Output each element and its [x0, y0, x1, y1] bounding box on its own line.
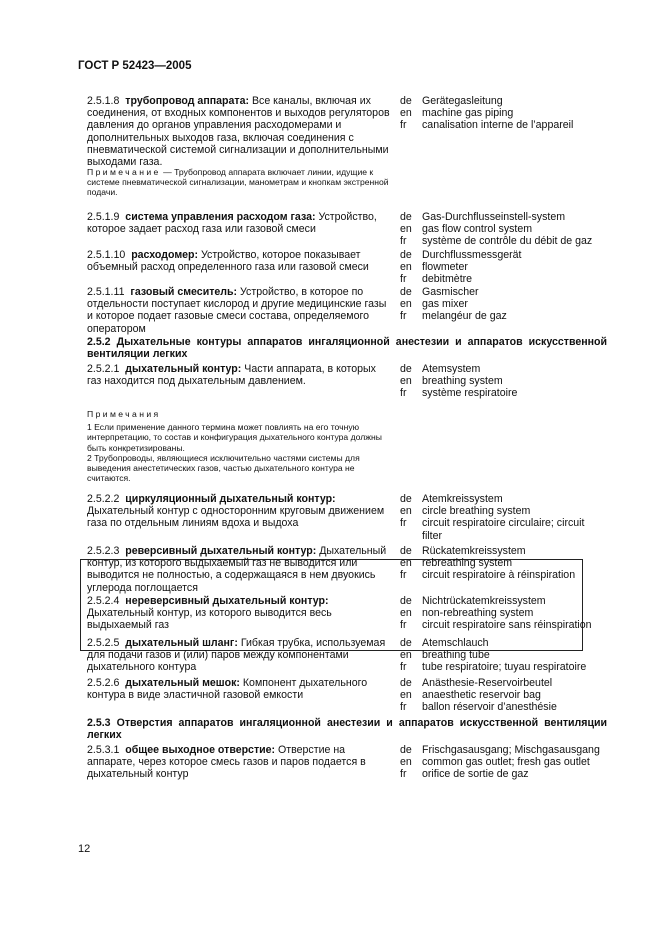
- document-header: ГОСТ Р 52423—2005: [78, 60, 192, 72]
- translation-fr: debitmètre: [422, 273, 473, 286]
- term-entry: [87, 363, 607, 405]
- translation-en: common gas outlet; fresh gas outlet: [422, 756, 590, 769]
- translation-en: breathing tube: [422, 649, 490, 662]
- term-number: 2.5.2.2: [87, 493, 120, 505]
- translation-fr: circuit respiratoire circulaire; circuit filter: [422, 517, 585, 542]
- translation-de: Atemsystem: [422, 363, 481, 375]
- lang-code: fr: [400, 235, 407, 248]
- note-label: Примечания: [87, 409, 161, 419]
- term-name: расходомер:: [131, 249, 199, 261]
- lang-code: fr: [400, 517, 407, 530]
- lang-code: de: [400, 249, 412, 261]
- translation-fr: circuit respiratoire sans réinspiration: [422, 619, 592, 632]
- document-body: [87, 95, 607, 794]
- translation-fr: canalisation interne de l’appareil: [422, 119, 574, 132]
- term-number: 2.5.2.1: [87, 363, 120, 375]
- lang-code: de: [400, 744, 412, 756]
- term-entry: [87, 211, 607, 249]
- translation-en: non-rebreathing system: [422, 607, 534, 620]
- translations: [400, 595, 605, 632]
- note-item: 2 Трубопроводы, являющиеся исключительно частями системы для выведения анестетических газов, частью дыхательного контура не считаются.: [87, 452, 360, 484]
- translation-de: Nichtrückatemkreissystem: [422, 595, 546, 607]
- term-number: 2.5.2.5: [87, 637, 120, 649]
- lang-code: fr: [400, 661, 407, 674]
- term-definition: [87, 363, 392, 387]
- term-number: 2.5.1.8: [87, 95, 120, 107]
- term-text: Дыхательный контур, из которого выводится весь выдыхаемый газ: [87, 607, 332, 632]
- translations: [400, 545, 605, 582]
- lang-code: fr: [400, 310, 407, 323]
- translation-fr: melangéur de gaz: [422, 310, 507, 323]
- translations: [400, 95, 605, 132]
- term-text: Гибкая трубка, используемая для подачи газов и (или) паров между компонентами дыхательного контура: [87, 637, 386, 674]
- term-definition: [87, 95, 392, 168]
- translation-de: Rückatemkreissystem: [422, 545, 526, 557]
- translations: [400, 493, 605, 542]
- translation-en: anaesthetic reservoir bag: [422, 689, 541, 702]
- term-definition: [87, 493, 392, 530]
- lang-code: fr: [400, 387, 407, 400]
- term-entry: [87, 637, 607, 677]
- lang-code: en: [400, 756, 412, 769]
- translation-en: circle breathing system: [422, 505, 531, 518]
- term-text: Устройство, которое задает расход газа или газовой смеси: [87, 211, 377, 236]
- term-text: Устройство, которое показывает объемный расход определенного газа или газовой смеси: [87, 249, 369, 274]
- term-definition: [87, 637, 392, 674]
- term-definition: [87, 595, 392, 632]
- term-entry: [87, 249, 607, 286]
- translations: [400, 637, 605, 674]
- lang-code: en: [400, 607, 412, 620]
- term-name: дыхательный контур:: [125, 363, 242, 375]
- note-item: 1 Если применение данного термина может повлиять на его точную интерпретацию, то состав и конфигурация дыхательного контура должны быть конкретизированы.: [87, 422, 382, 453]
- lang-code: fr: [400, 119, 407, 132]
- term-definition: [87, 249, 392, 273]
- translation-de: Anästhesie-Reservoirbeutel: [422, 677, 553, 689]
- lang-code: de: [400, 363, 412, 375]
- lang-code: en: [400, 505, 412, 518]
- term-definition: [87, 677, 392, 701]
- translations: [400, 363, 605, 400]
- section-heading: 2.5.3 Отверстия аппаратов ингаляционной анестезии и аппаратов искусственной вентиляции легких: [87, 717, 607, 742]
- translations: [400, 249, 605, 286]
- translation-de: Gas-Durchflusseinstell-system: [422, 211, 566, 223]
- lang-code: de: [400, 545, 412, 557]
- term-name: общее выходное отверстие:: [125, 744, 276, 756]
- translations: [400, 211, 605, 248]
- term-text: Устройство, в которое по отдельности поступает кислород и другие медицинские газы и которое подает газовые смеси состава, определяемого оператором: [87, 286, 387, 335]
- note-text: — Трубопровод аппарата включает линии, идущие к системе пневматической сигнализации, манометрам и кнопкам экстренной подачи.: [87, 167, 389, 198]
- lang-code: de: [400, 677, 412, 689]
- term-text: Компонент дыхательного контура в виде эластичной газовой емкости: [87, 677, 368, 702]
- lang-code: en: [400, 107, 412, 120]
- term-definition: [87, 286, 392, 335]
- term-name: система управления расходом газа:: [125, 211, 316, 223]
- term-number: 2.5.1.10: [87, 249, 126, 261]
- term-text: Части аппарата, в которых газ находится под дыхательным давлением.: [87, 363, 376, 388]
- term-text: Все каналы, включая их соединения, от входных компонентов и выходов регуляторов давления до органов управления расходомерами и дополнительных выходов газа, включая соединения с пневматической системой сигнализации и дополнительными выходами газа.: [87, 95, 390, 169]
- lang-code: de: [400, 637, 412, 649]
- term-number: 2.5.3.1: [87, 744, 120, 756]
- translation-en: gas flow control system: [422, 223, 533, 236]
- lang-code: en: [400, 375, 412, 388]
- term-name: газовый смеситель:: [130, 286, 238, 298]
- translation-en: flowmeter: [422, 261, 468, 274]
- lang-code: de: [400, 286, 412, 298]
- term-name: дыхательный шланг:: [125, 637, 238, 649]
- term-definition: [87, 744, 392, 781]
- translation-en: gas mixer: [422, 298, 468, 311]
- lang-code: de: [400, 211, 412, 223]
- term-name: трубопровод аппарата:: [125, 95, 249, 107]
- translation-fr: système de contrôle du débit de gaz: [422, 235, 593, 248]
- lang-code: en: [400, 223, 412, 236]
- term-number: 2.5.2.4: [87, 595, 120, 607]
- term-text: Отверстие на аппарате, через которое смесь газов и паров подается в дыхательный контур: [87, 744, 366, 781]
- term-entry: [87, 493, 607, 545]
- lang-code: fr: [400, 273, 407, 286]
- lang-code: fr: [400, 768, 407, 781]
- term-entry: [87, 545, 607, 595]
- translation-de: Durchflussmessgerät: [422, 249, 522, 261]
- lang-code: en: [400, 649, 412, 662]
- term-entry: [87, 286, 607, 336]
- translations: [400, 286, 605, 323]
- translation-de: Atemkreissystem: [422, 493, 503, 505]
- term-number: 2.5.2.3: [87, 545, 120, 557]
- translation-en: breathing system: [422, 375, 503, 388]
- translation-fr: orifice de sortie de gaz: [422, 768, 529, 781]
- translation-en: rebreathing system: [422, 557, 513, 570]
- translation-en: machine gas piping: [422, 107, 514, 120]
- term-entry: [87, 677, 607, 717]
- lang-code: de: [400, 493, 412, 505]
- notes-block: [87, 409, 392, 493]
- translations: [400, 744, 605, 781]
- translation-fr: système respiratoire: [422, 387, 518, 400]
- translation-fr: tube respiratoire; tuyau respiratoire: [422, 661, 587, 674]
- term-number: 2.5.1.11: [87, 286, 125, 298]
- note-label: Примечание: [87, 167, 161, 177]
- translation-fr: circuit respiratoire à réinspiration: [422, 569, 576, 582]
- translations: [400, 677, 605, 714]
- translation-de: Gasmischer: [422, 286, 479, 298]
- term-definition: [87, 545, 392, 594]
- term-name: дыхательный мешок:: [125, 677, 240, 689]
- term-name: нереверсивный дыхательный контур:: [125, 595, 329, 607]
- term-text: Дыхательный контур, из которого выдыхаемый газ не выводится или выводится не полностью, а содержащаяся в нем двуокись углерода поглощается: [87, 545, 387, 594]
- term-entry: [87, 95, 607, 169]
- lang-code: fr: [400, 569, 407, 582]
- lang-code: de: [400, 595, 412, 607]
- lang-code: en: [400, 689, 412, 702]
- note: [87, 167, 392, 211]
- section-heading: 2.5.2 Дыхательные контуры аппаратов ингаляционной анестезии и аппаратов искусственной вентиляции легких: [87, 336, 607, 361]
- term-name: реверсивный дыхательный контур:: [125, 545, 317, 557]
- lang-code: en: [400, 557, 412, 570]
- translation-de: Gerätegasleitung: [422, 95, 503, 107]
- term-name: циркуляционный дыхательный контур:: [125, 493, 336, 505]
- page-number: 12: [78, 843, 91, 855]
- translation-fr: ballon réservoir d’anesthésie: [422, 701, 557, 714]
- lang-code: en: [400, 298, 412, 311]
- term-text: Дыхательный контур с односторонним круговым движением газа по отдельным линиям вдоха и выдоха: [87, 505, 385, 530]
- lang-code: fr: [400, 619, 407, 632]
- translation-de: Atemschlauch: [422, 637, 489, 649]
- term-number: 2.5.1.9: [87, 211, 120, 223]
- translation-de: Frischgasausgang; Mischgasausgang: [422, 744, 600, 756]
- lang-code: de: [400, 95, 412, 107]
- lang-code: en: [400, 261, 412, 274]
- term-entry: [87, 744, 607, 794]
- term-entry: [87, 595, 607, 637]
- lang-code: fr: [400, 701, 407, 714]
- term-definition: [87, 211, 392, 235]
- term-number: 2.5.2.6: [87, 677, 120, 689]
